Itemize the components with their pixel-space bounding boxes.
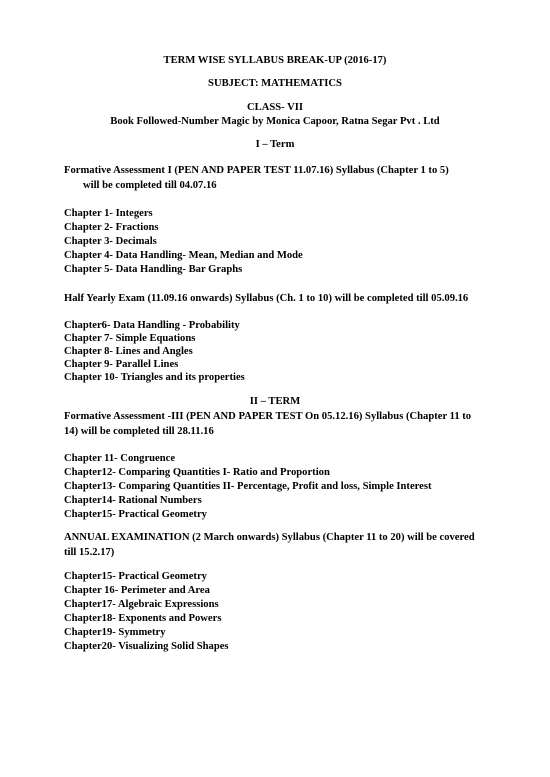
chapter-item: Chapter 16- Perimeter and Area bbox=[64, 585, 210, 596]
chapter-item: Chapter 11- Congruence bbox=[64, 453, 176, 464]
chapter-item: Chapter18- Exponents and Powers bbox=[64, 613, 222, 624]
chapter-item: Chapter13- Comparing Quantities II- Percentage, Profit and loss, Simple Interest bbox=[64, 481, 432, 492]
chapter-item: Chapter12- Comparing Quantities I- Ratio and Proportion bbox=[64, 467, 330, 478]
chapter-item: Chapter15- Practical Geometry bbox=[64, 571, 207, 582]
document-title: TERM WISE SYLLABUS BREAK-UP (2016-17) bbox=[163, 55, 387, 66]
chapter-item: Chapter 10- Triangles and its properties bbox=[64, 372, 245, 383]
annual-exam-line1: ANNUAL EXAMINATION (2 March onwards) Syllabus (Chapter 11 to 20) will be covered bbox=[64, 532, 475, 543]
chapter-item: Chapter19- Symmetry bbox=[64, 627, 166, 638]
class-heading: CLASS- VII bbox=[246, 102, 304, 113]
term2-fa-line2: 14) will be completed till 28.11.16 bbox=[64, 426, 214, 437]
term1-fa-line2: will be completed till 04.07.16 bbox=[83, 180, 217, 191]
half-yearly-line: Half Yearly Exam (11.09.16 onwards) Syllabus (Ch. 1 to 10) will be completed till 05.09.16 bbox=[64, 293, 469, 304]
chapter-item: Chapter 9- Parallel Lines bbox=[64, 359, 179, 370]
term1-fa-paragraph bbox=[64, 163, 490, 193]
chapter-item: Chapter 3- Decimals bbox=[64, 236, 157, 247]
annual-exam-paragraph bbox=[64, 530, 490, 560]
term2-heading: II – TERM bbox=[249, 396, 301, 407]
chapter-item: Chapter6- Data Handling - Probability bbox=[64, 320, 240, 331]
chapter-item: Chapter 2- Fractions bbox=[64, 222, 159, 233]
term1-fa-line1: Formative Assessment I (PEN AND PAPER TEST 11.07.16) Syllabus (Chapter 1 to 5) bbox=[64, 165, 449, 176]
chapter-item: Chapter 1- Integers bbox=[64, 208, 153, 219]
term2-fa-line1: Formative Assessment -III (PEN AND PAPER TEST On 05.12.16) Syllabus (Chapter 11 to bbox=[64, 411, 472, 422]
chapter-item: Chapter 8- Lines and Angles bbox=[64, 346, 193, 357]
subject-heading: SUBJECT: MATHEMATICS bbox=[208, 78, 342, 89]
chapter-item: Chapter15- Practical Geometry bbox=[64, 509, 207, 520]
term2-fa-paragraph bbox=[64, 409, 490, 439]
chapter-item: Chapter14- Rational Numbers bbox=[64, 495, 202, 506]
annual-exam-line2: till 15.2.17) bbox=[64, 547, 115, 558]
chapter-item: Chapter17- Algebraic Expressions bbox=[64, 599, 219, 610]
chapter-item: Chapter20- Visualizing Solid Shapes bbox=[64, 641, 229, 652]
chapter-item: Chapter 5- Data Handling- Bar Graphs bbox=[64, 264, 243, 275]
book-line: Book Followed-Number Magic by Monica Capoor, Ratna Segar Pvt . Ltd bbox=[110, 116, 440, 127]
term1-heading: I – Term bbox=[255, 139, 295, 150]
chapter-item: Chapter 7- Simple Equations bbox=[64, 333, 196, 344]
chapter-item: Chapter 4- Data Handling- Mean, Median and Mode bbox=[64, 250, 303, 261]
